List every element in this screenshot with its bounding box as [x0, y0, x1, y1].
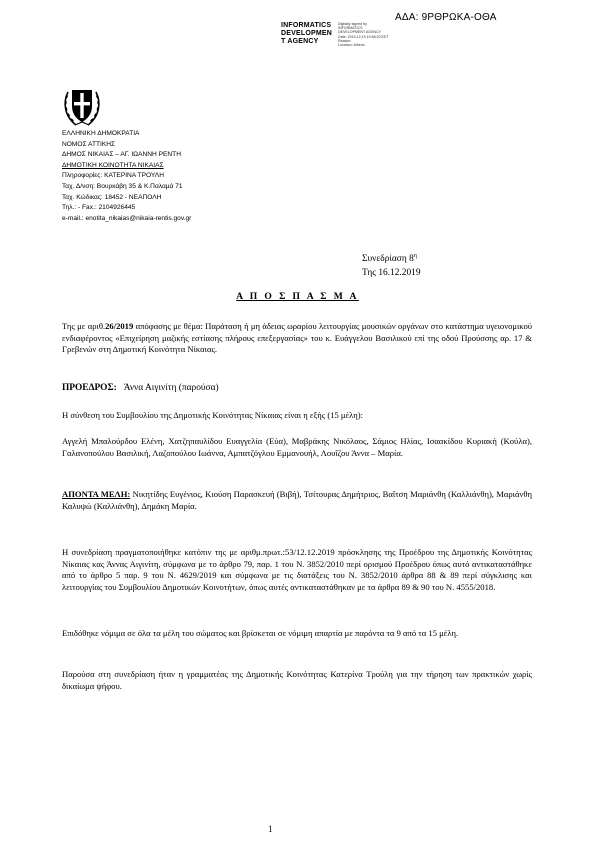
composition-line: Η σύνθεση του Συμβουλίου της Δημοτικής Κοινότητας Νίκαιας είναι η εξής (15 μέλη): — [62, 410, 363, 420]
issuer-address: Ταχ. Δ/νση: Βουρκάβη 35 & Κ.Παλαμά 71 — [62, 182, 183, 190]
body-paragraph-2: Επιδόθηκε νόμιμα σε όλα τα μέλη του σώματος και βρίσκεται σε νόμιμη απαρτία με παρόντα τα 9 από τα 15 μέλη. — [62, 628, 459, 638]
body-paragraph-3: Παρούσα στη συνεδρίαση ήταν η γραμματέας της Δημοτικής Κοινότητας Κατερίνα Τρούλη για την τήρηση των πρακτικών χωρίς δικαίωμα ψήφου. — [62, 669, 532, 691]
issuer-community: ΔΗΜΟΤΙΚΗ ΚΟΙΝΟΤΗΤΑ ΝΙΚΑΙΑΣ — [62, 161, 164, 169]
stamp-line: T AGENCY — [281, 38, 319, 45]
greek-coat-of-arms-icon — [62, 84, 102, 128]
decision-prefix: Της με αριθ. — [62, 321, 106, 331]
signature-detail-line: DEVELOPMENT AGENCY — [338, 30, 382, 35]
signature-detail-line: Digitally signed by — [338, 22, 367, 26]
session-info — [362, 249, 421, 280]
issuer-postal: Ταχ. Κώδικας: 18452 - ΝΕΑΠΟΛΗ — [62, 193, 162, 201]
absent-members — [62, 489, 532, 512]
decision-number: 26/2019 — [105, 321, 134, 331]
stamp-line: DEVELOPMEN — [281, 30, 333, 37]
absent-names: Νικητίδης Ευγένιος, Κιούση Παρασκευή (Βιβή), Τσίτουρας Δημήτριος, Βαΐτση Μαριάνθη (Καλλιάνθη), Μαριάνθη Καλυψώ (Καλλιάνθη), Δημάκη Μαρία. — [62, 489, 532, 511]
page-number: 1 — [268, 824, 273, 834]
president-name: Άννα Αιγινίτη (παρούσα) — [123, 383, 219, 393]
ada-code: ΑΔΑ: 9ΡΘΡΩΚΑ-ΟΘΑ — [395, 12, 497, 23]
issuer-phone: Τηλ.: - Fax.: 2104926445 — [62, 204, 136, 212]
issuer-info: Πληροφορίες: ΚΑΤΕΡΙΝΑ ΤΡΟΥΛΗ — [62, 172, 164, 180]
session-sup: η — [413, 253, 417, 259]
signature-detail-line: Reason: — [338, 38, 352, 43]
signature-details — [338, 22, 389, 47]
issuer-email[interactable]: e-mail.: enotita_nikaias@nikaia-rentis.gov.gr — [62, 214, 192, 222]
body-paragraph-1: Η συνεδρίαση πραγματοποιήθηκε κατόπιν της με αριθμ.πρωτ.:53/12.12.2019 πρόσκλησης της Προέδρου της Δημοτικής Κοινότητας Νίκαιας κας Άννας Αιγινίτη, σύμφωνα με το άρθρο 79, παρ. 1 του Ν. 3852/2010 περί ορισμού Προέδρου όπως αυτό αντικαταστάθηκε από το άρθρο 5 παρ. 9 του Ν. 4629/2019 και σύμφωνα με τις διατάξεις του Ν. 3852/2010 άρθρα 88 & 89 περί σύγκλισης και λειτουργίας του Συμβουλίου Δημοτικών Κοινοτήτων, όπως αυτές αντικαταστάθηκαν με τα άρθρα 89 & 90 του Ν. 4555/2018. — [62, 547, 532, 592]
signature-stamp — [281, 22, 332, 46]
issuer-block — [62, 129, 191, 224]
decision-subject: απόφασης με θέμα: Παράταση ή μη άδειας ωραρίου λειτουργίας μουσικών οργάνων στο κατάστημα υγειονομικού ενδιαφέροντος «Επιχείρηση μαζικής εστίασης πλήρους επεξεργασίας» του κ. Ευάγγελου Βασιλικού επί της οδού Προύσσης αρ. 17 & Γρεβενών στη Δημοτική Κοινότητα Νίκαιας. — [62, 321, 532, 355]
decision-paragraph — [62, 321, 532, 356]
signature-detail-line: INFORMATICS — [338, 26, 363, 31]
issuer-municipality: ΔΗΜΟΣ ΝΙΚΑΙΑΣ – ΑΓ. ΙΩΑΝΝΗ ΡΕΝΤΗ — [62, 151, 181, 159]
issuer-prefecture: ΝΟΜΟΣ ΑΤΤΙΚΗΣ — [62, 140, 116, 148]
signature-detail-line: Location: Athens — [338, 43, 365, 48]
issuer-country: ΕΛΛΗΝΙΚΗ ΔΗΜΟΚΡΑΤΙΑ — [62, 130, 140, 137]
president-line — [62, 383, 532, 395]
session-number — [362, 249, 421, 266]
stamp-line: INFORMATICS — [281, 22, 332, 29]
president-label: ΠΡΟΕΔΡΟΣ: — [62, 383, 117, 393]
members-list: Αγγελή Μπαλούρδου Ελένη, Χατζηπαυλίδου Ευαγγελία (Εύα), Μαβράκης Νικόλαος, Σάμιος Ηλίας, Ισαακίδου Κυριακή (Κούλα), Γαλανοπούλου Βασιλική, Λαζοπούλου Ιωάννα, Αμπατζόγλου Εμμανουήλ, Λουΐζου Άννα – Μαρία. — [62, 436, 532, 458]
signature-detail-line: Date: 2019.12.19 10:58:20 EET — [338, 34, 389, 39]
absent-label: ΑΠΟΝΤΑ ΜΕΛΗ: — [62, 489, 131, 499]
session-label: Συνεδρίαση 8 — [362, 254, 414, 265]
document-title: Α Π Ο Σ Π Α Σ Μ Α — [236, 291, 359, 302]
session-date: Της 16.12.2019 — [362, 268, 421, 279]
